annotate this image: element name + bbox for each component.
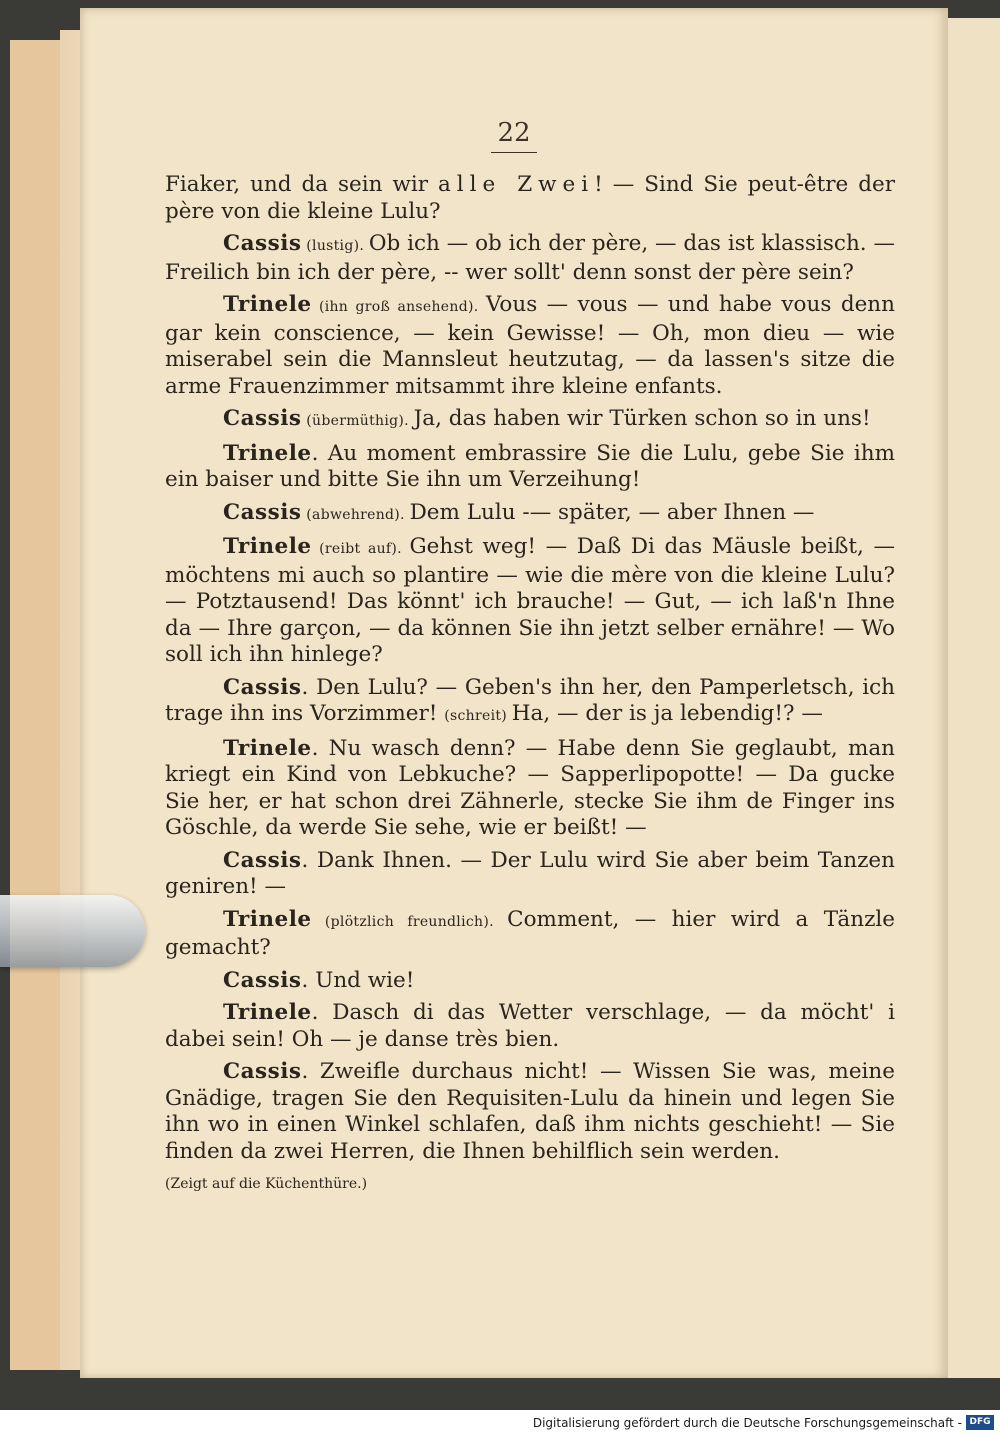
dialogue-text: . Zweifle durchaus nicht! — Wissen Sie was, meine Gnädige, tragen Sie den Requisiten-Lulu da hinein und legen Sie ihn wo in einen Winkel schlafen, daß ihm nichts geschieht! — Sie finden da zwei Herren, die Ihnen behilflich sein werden. — [165, 1059, 895, 1164]
dialogue-text: . Und wie! — [301, 967, 415, 993]
stage-direction: (reibt auf). — [311, 541, 410, 557]
closing-stage-direction: (Zeigt auf die Küchenthüre.) — [165, 1176, 368, 1192]
emphasized-text: alle Zwei — [437, 172, 595, 197]
dialogue-text: Ob ich — ob ich der père, — das ist klassisch. — Freilich bin ich der père, -- wer sollt' denn sonst der père sein? — [165, 231, 895, 285]
dialogue-text: Ja, das haben wir Türken schon so in uns! — [413, 406, 871, 431]
paragraph — [165, 848, 895, 901]
dialogue-text: Ha, — der is ja lebendig!? — — [511, 701, 823, 726]
dialogue-text: Vous — vous — und habe vous denn gar kein conscience, — kein Gewisse! — Oh, mon dieu — wie miserabel sein die Mannsleut heutzutag, — da lassen's sitze die arme Frauenzimmer mitsammt ihre kleine enfants. — [165, 292, 895, 399]
stage-direction: (ihn groß ansehend). — [311, 299, 486, 315]
paragraph — [165, 406, 895, 435]
dialogue-text: . Dank Ihnen. — Der Lulu wird Sie aber beim Tanzen geniren! — — [165, 847, 895, 899]
bookmark-tab — [0, 895, 145, 967]
page-text — [165, 172, 895, 1198]
dialogue-text: Gehst weg! — Daß Di das Mäusle beißt, — möchtens mi auch so plantire — wie die mère von die kleine Lulu? — Potztausend! Das könnt' ich brauche! — Gut, — ich laß'n Ihne da — Ihre garçon, — da können Sie ihn jetzt selber ernähre! — Wo soll ich ihn hinlege? — [165, 534, 896, 667]
speaker-name: Trinele — [223, 292, 312, 317]
paragraph — [165, 231, 895, 286]
dialogue-text: . Dasch di das Wetter verschlage, — da möcht' i dabei sein! Oh — je danse très bien. — [165, 1000, 895, 1052]
stage-direction: (übermüthig). — [301, 413, 414, 429]
speaker-name: Cassis — [223, 1059, 302, 1084]
dialogue-text: . Nu wasch denn? — Habe denn Sie geglaubt, man kriegt ein Kind von Lebkuche? — Sapperlipopotte! — Da gucke Sie her, er hat schon drei Zähnerle, stecke Sie ihm de Finger ins Göschle, da werde Sie sehe, wie er beißt! — — [165, 735, 895, 840]
speaker-name: Cassis — [223, 231, 302, 256]
paragraph — [165, 172, 895, 225]
stage-direction: (lustig). — [301, 238, 369, 254]
paragraph — [165, 675, 895, 730]
stage-direction: (abwehrend). — [301, 506, 410, 523]
dialogue-text: ! — Sind Sie peut-être der père von die kleine Lulu? — [165, 172, 895, 224]
paragraph — [165, 736, 895, 842]
speaker-name: Trinele — [223, 440, 312, 466]
stage-direction: (schreit) — [444, 708, 512, 724]
stage-direction: (plötzlich freundlich). — [311, 913, 508, 930]
speaker-name: Trinele — [223, 906, 312, 932]
paragraph — [165, 968, 895, 995]
speaker-name: Cassis — [223, 967, 302, 993]
page-number-label: 22 — [491, 118, 536, 153]
footer-credit: Digitalisierung gefördert durch die Deutsche Forschungsgemeinschaft - — [532, 1416, 962, 1430]
speaker-name: Cassis — [223, 847, 302, 873]
page-number — [80, 118, 948, 148]
speaker-name: Trinele — [223, 1000, 312, 1025]
paragraph — [165, 907, 895, 962]
paragraph — [165, 441, 895, 494]
paragraph — [165, 1059, 895, 1165]
speaker-name: Cassis — [223, 674, 302, 700]
paragraph — [165, 500, 895, 529]
paragraph — [165, 534, 895, 669]
speaker-name: Cassis — [223, 499, 302, 525]
speaker-name: Trinele — [223, 534, 312, 559]
speaker-name: Cassis — [223, 406, 302, 431]
dialogue-text: . Den Lulu? — Geben's ihn her, den Pamperletsch, ich trage ihn ins Vorzimmer! — [165, 674, 895, 726]
dialogue-text: Fiaker, und da sein wir — [165, 172, 438, 197]
dialogue-text: Dem Lulu -— später, — aber Ihnen — — [409, 499, 815, 525]
speaker-name: Trinele — [223, 735, 312, 761]
dialogue-text: . Au moment embrassire Sie die Lulu, gebe Sie ihm ein baiser und bitte Sie ihn um Verzeihung! — [165, 440, 895, 492]
dialogue-text: Comment, — hier wird a Tänzle gemacht? — [165, 906, 896, 960]
dfg-logo: DFG — [966, 1415, 994, 1430]
paragraph — [165, 292, 895, 400]
footer-bar — [0, 1410, 1000, 1437]
paragraph — [165, 1000, 895, 1053]
